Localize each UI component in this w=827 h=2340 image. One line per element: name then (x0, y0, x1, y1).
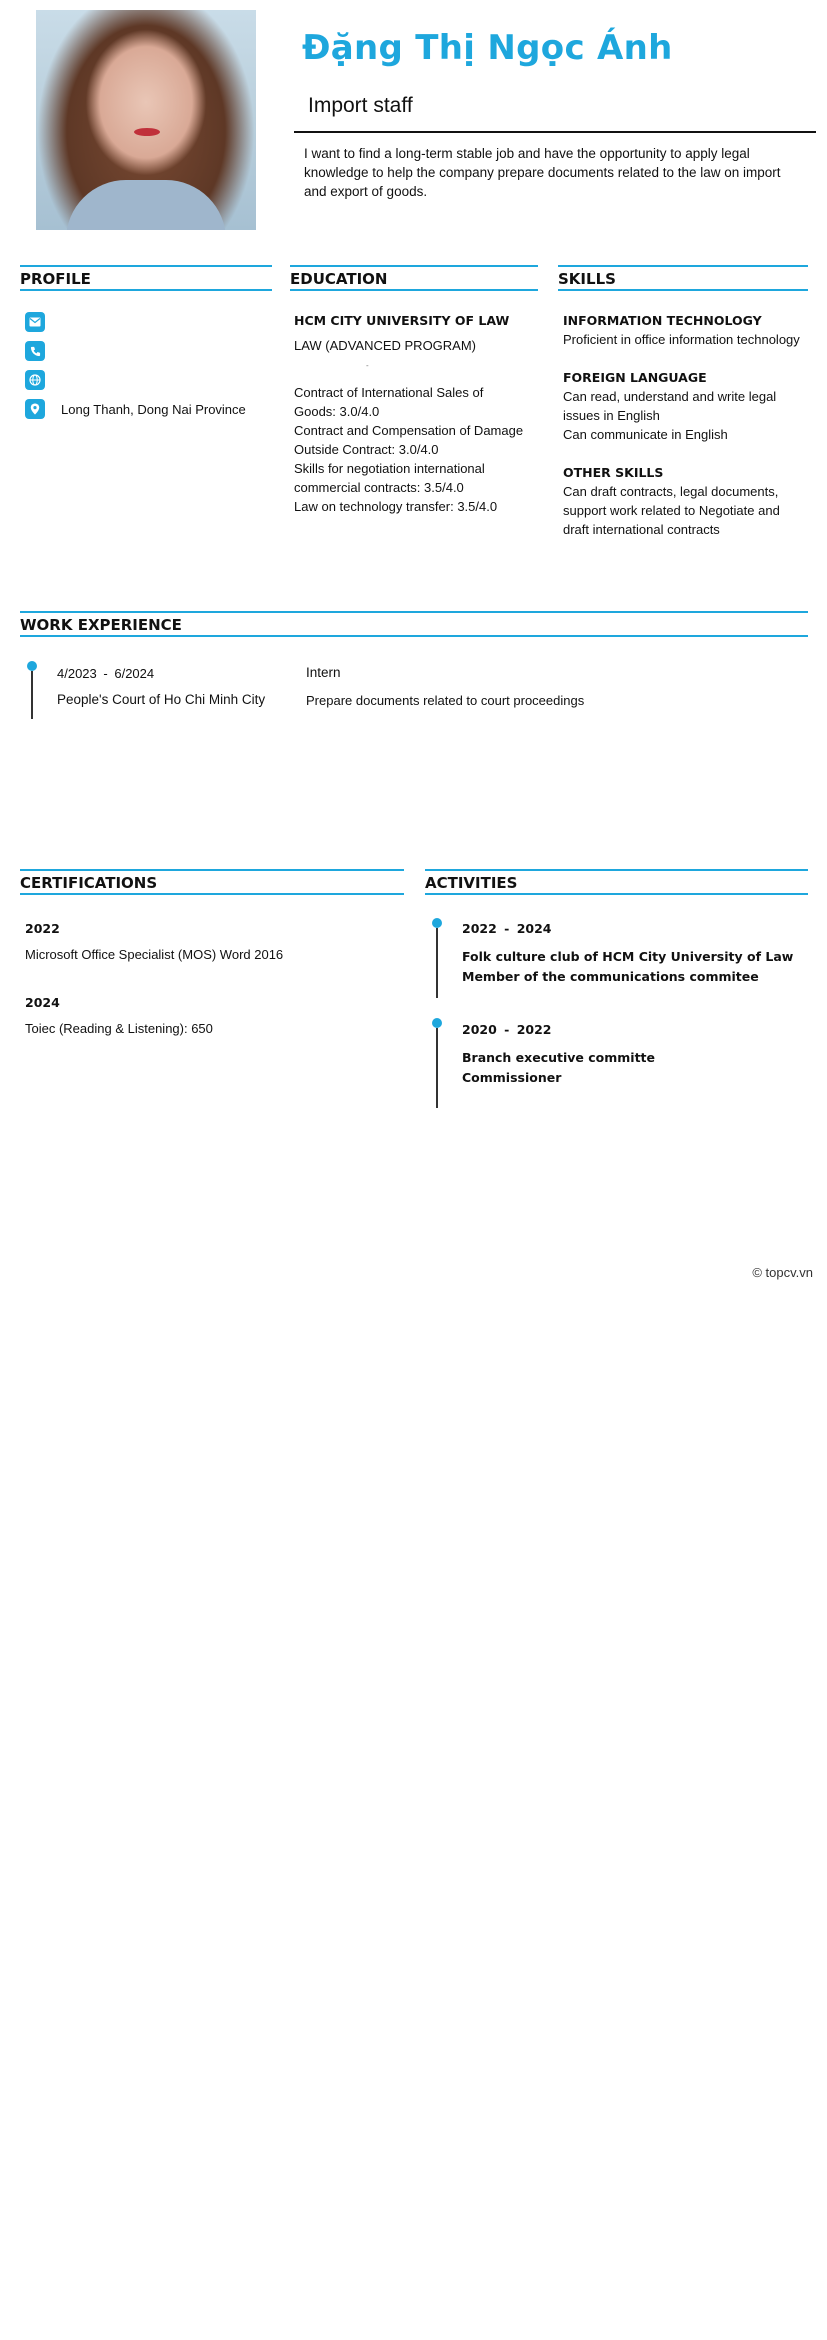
work-dates (57, 664, 154, 683)
skill-line: Can communicate in English (563, 427, 728, 442)
skill-group-heading: FOREIGN LANGUAGE (563, 370, 707, 385)
skill-line: Can draft contracts, legal documents, support work related to Negotiate and draft international contracts (563, 484, 780, 537)
skill-line: Proficient in office information technology (563, 332, 800, 347)
activity-start: 2022 (462, 921, 497, 936)
certification-name: Microsoft Office Specialist (MOS) Word 2016 (25, 947, 284, 962)
education-major: LAW (ADVANCED PROGRAM) (294, 338, 477, 353)
work-date-dash: - (103, 666, 108, 681)
photo-shirt (66, 180, 226, 230)
work-end: 6/2024 (114, 666, 155, 681)
job-title-divider (294, 131, 816, 133)
globe-icon (25, 370, 45, 390)
candidate-name: Đặng Thị Ngọc Ánh (302, 28, 673, 68)
skill-group-heading: OTHER SKILLS (563, 465, 664, 480)
activity-end: 2024 (516, 921, 552, 936)
activity-end: 2022 (516, 1022, 552, 1037)
skills-heading: SKILLS (558, 265, 808, 291)
education-course: Contract and Compensation of Damage Outside Contract: 3.0/4.0 (294, 423, 524, 457)
activity-date-dash: - (504, 1022, 510, 1037)
email-icon (25, 312, 45, 332)
work-company: People's Court of Ho Chi Minh City (57, 692, 266, 707)
profile-address: Long Thanh, Dong Nai Province (61, 402, 246, 417)
location-icon (25, 399, 45, 419)
phone-icon (25, 341, 45, 361)
activity-role: Commissioner (462, 1070, 562, 1085)
skill-group-heading: INFORMATION TECHNOLOGY (563, 313, 762, 328)
skills-list (563, 311, 803, 539)
career-objective: I want to find a long-term stable job and have the opportunity to apply legal knowledge to help the company prepare documents related to the law on import and export of goods. (304, 146, 781, 199)
certification-name: Toiec (Reading & Listening): 650 (25, 1021, 213, 1036)
timeline-line (436, 928, 438, 998)
certification-year: 2024 (25, 995, 60, 1010)
education-heading: EDUCATION (290, 265, 538, 291)
activity-dates (462, 1020, 552, 1039)
timeline-dot (432, 918, 442, 928)
timeline-line (436, 1028, 438, 1108)
activity-org: Folk culture club of HCM City University of Law (462, 949, 794, 964)
job-title: Import staff (308, 94, 413, 117)
activity-role: Member of the communications commitee (462, 969, 759, 984)
work-start: 4/2023 (57, 666, 97, 681)
certifications-heading: CERTIFICATIONS (20, 869, 404, 895)
activity-org: Branch executive committe (462, 1050, 656, 1065)
timeline-line (31, 671, 33, 719)
education-school: HCM CITY UNIVERSITY OF LAW (294, 313, 510, 328)
education-separator: - (366, 361, 369, 370)
work-position: Intern (306, 665, 341, 680)
work-description: Prepare documents related to court proceedings (306, 693, 585, 708)
education-course: Law on technology transfer: 3.5/4.0 (294, 499, 498, 514)
education-course: Skills for negotiation international commercial contracts: 3.5/4.0 (294, 461, 485, 495)
education-course: Contract of International Sales of Goods: 3.0/4.0 (294, 385, 484, 419)
activity-start: 2020 (462, 1022, 497, 1037)
activities-heading: ACTIVITIES (425, 869, 808, 895)
photo-lips (134, 128, 160, 136)
profile-photo (36, 10, 256, 230)
timeline-dot (432, 1018, 442, 1028)
activity-date-dash: - (504, 921, 510, 936)
education-courses (294, 383, 526, 516)
footer-copyright[interactable]: © topcv.vn (752, 1265, 813, 1280)
certification-year: 2022 (25, 921, 60, 936)
skill-line: Can read, understand and write legal issues in English (563, 389, 777, 423)
timeline-dot (27, 661, 37, 671)
activity-dates (462, 919, 552, 938)
work-heading: WORK EXPERIENCE (20, 611, 808, 637)
profile-heading: PROFILE (20, 265, 272, 291)
